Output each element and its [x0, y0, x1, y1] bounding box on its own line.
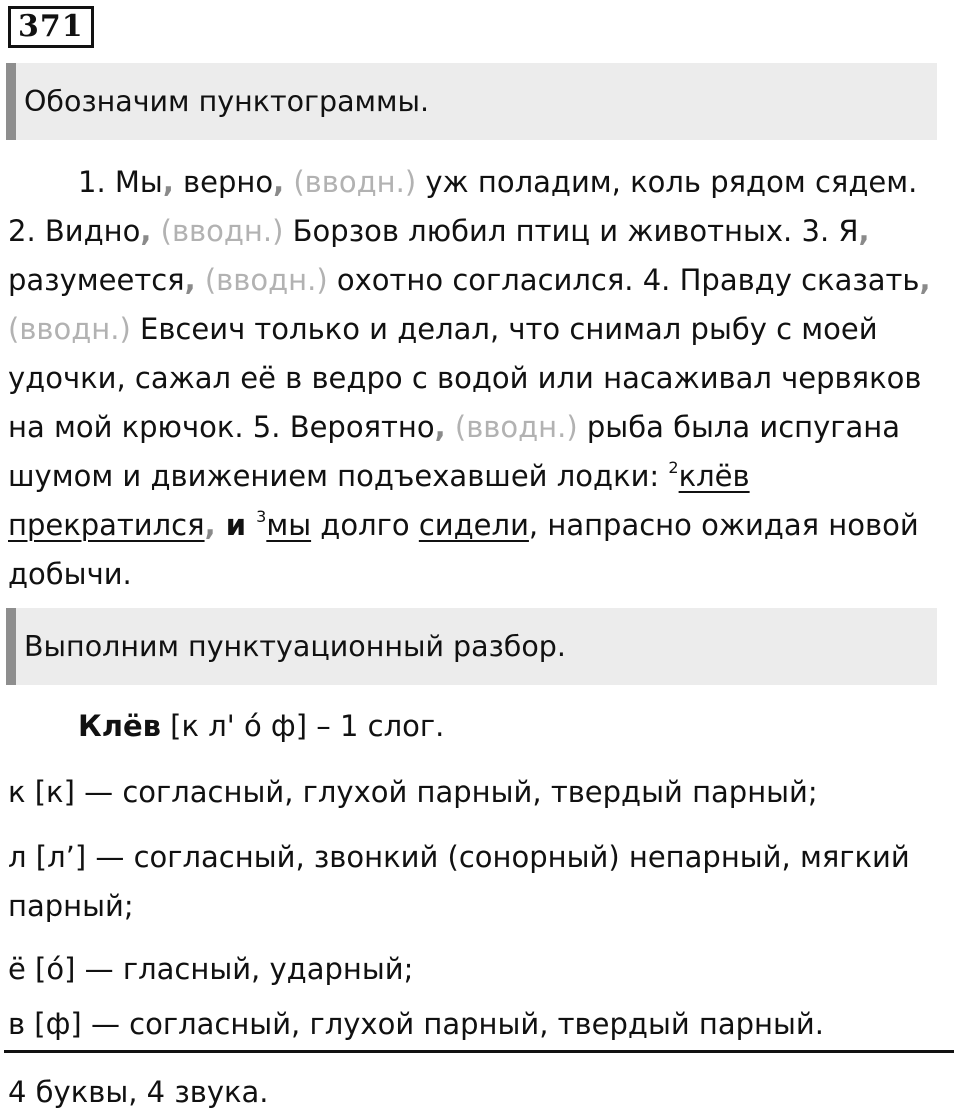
exercise-number: 371	[8, 6, 94, 48]
text-line	[8, 550, 948, 599]
intro-word-mark: (вводн.)	[160, 214, 284, 248]
sound-row: л [л’] — согласный, звонкий (сонорный) непарный, мягкий	[8, 840, 910, 874]
text-fragment: Борзов любил птиц и животных. 3. Я	[283, 214, 859, 248]
sound-row: в [ф] — согласный, глухой парный, твердый парный.	[8, 1007, 824, 1041]
text-fragment: долго	[311, 508, 419, 542]
text-fragment: 2. Видно	[8, 214, 141, 248]
subject-underline: клёв	[678, 459, 750, 493]
clause-number: 2	[668, 458, 679, 477]
text-line	[8, 305, 948, 354]
text-fragment: удочки, сажал её в ведро с водой или насаживал червяков	[8, 361, 922, 395]
text-fragment: добычи.	[8, 557, 132, 591]
sound-row: парный;	[8, 889, 134, 923]
section-header-analysis: Выполним пунктуационный разбор.	[6, 608, 937, 685]
conjunction: и	[215, 508, 257, 542]
intro-word-mark: (вводн.)	[293, 165, 417, 199]
text-fragment: рыба была испугана	[577, 410, 901, 444]
analyzed-word: Клёв	[78, 709, 161, 743]
sound-row: к [к] — согласный, глухой парный, твердый парный;	[8, 775, 818, 809]
divider-line	[4, 1050, 954, 1053]
phonetic-transcription	[78, 702, 444, 751]
text-fragment: охотно согласился. 4. Правду сказать	[327, 263, 920, 297]
intro-word-mark: (вводн.)	[8, 312, 131, 346]
section-header-punctograms: Обозначим пунктограммы.	[6, 63, 937, 140]
text-fragment: разумеется	[8, 263, 185, 297]
text-fragment: на мой крючок. 5. Вероятно	[8, 410, 435, 444]
intro-word-mark: (вводн.)	[204, 263, 328, 297]
text-fragment: уж поладим, коль рядом сядем.	[416, 165, 918, 199]
text-line	[8, 158, 948, 207]
text-line	[8, 256, 948, 305]
text-line	[8, 354, 948, 403]
punct-comma: ,	[273, 165, 285, 199]
exercise-text	[8, 158, 948, 599]
text-line	[8, 403, 948, 452]
text-fragment: верно	[173, 165, 274, 199]
text-fragment: 1. Мы	[78, 165, 163, 199]
text-line	[8, 452, 948, 501]
punct-comma: ,	[184, 263, 196, 297]
punct-comma: ,	[919, 263, 931, 297]
punct-comma: ,	[162, 165, 174, 199]
subject-underline: мы	[266, 508, 312, 542]
text-fragment: , напрасно ожидая новой	[528, 508, 919, 542]
text-line	[8, 501, 948, 550]
text-fragment: Евсеич только и делал, что снимал рыбу с моей	[130, 312, 878, 346]
predicate-underline: сидели	[418, 508, 529, 542]
punct-comma: ,	[140, 214, 152, 248]
punct-comma: ,	[434, 410, 446, 444]
summary: 4 буквы, 4 звука.	[8, 1075, 269, 1109]
predicate-underline: прекратился	[8, 508, 205, 542]
punct-comma: ,	[204, 508, 216, 542]
text-line	[8, 207, 948, 256]
sound-row: ё [о́] — гласный, ударный;	[8, 952, 414, 986]
punct-comma: ,	[858, 214, 870, 248]
text-fragment: шумом и движением подъехавшей лодки:	[8, 459, 669, 493]
transcription-text: [к л' о́ ф] – 1 слог.	[160, 709, 445, 743]
intro-word-mark: (вводн.)	[454, 410, 578, 444]
clause-number: 3	[256, 507, 267, 526]
